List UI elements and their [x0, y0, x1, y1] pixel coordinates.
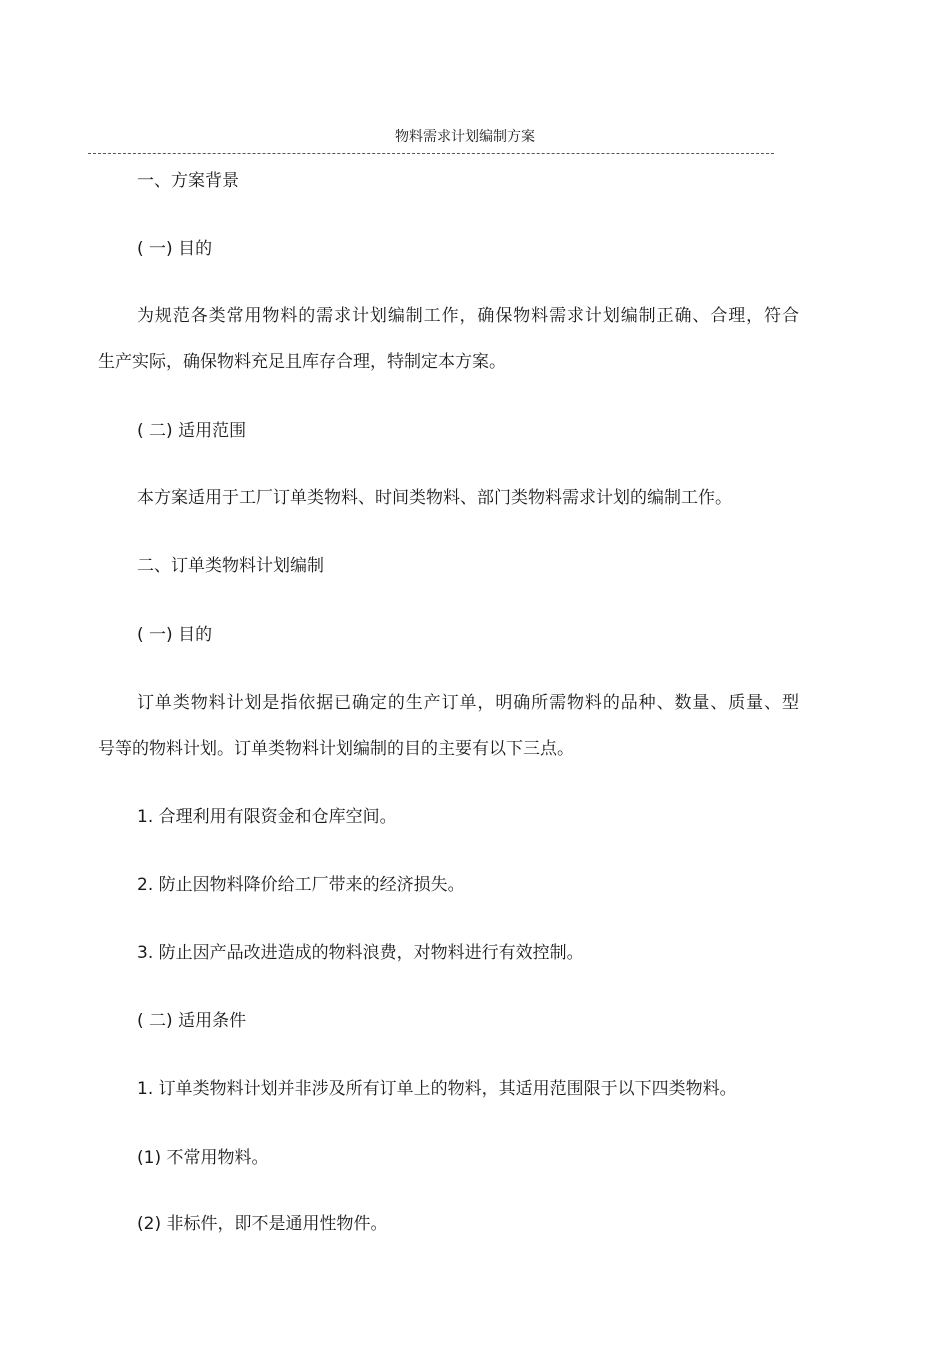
header-divider — [88, 153, 774, 154]
section-heading-2: 二、订单类物料计划编制 — [137, 556, 324, 576]
paragraph-order-plan-line-1: 订单类物料计划是指依据已确定的生产订单，明确所需物料的品种、数量、质量、型 — [137, 693, 799, 713]
paragraph-order-plan-line-2: 号等的物料计划。订单类物料计划编制的目的主要有以下三点。 — [98, 739, 574, 759]
section-heading-1: 一、方案背景 — [137, 171, 239, 191]
condition-subitem-2: (2) 非标件，即不是通用性物件。 — [137, 1214, 388, 1234]
subsection-heading-conditions: ( 二) 适用条件 — [137, 1011, 247, 1031]
subsection-heading-scope: ( 二) 适用范围 — [137, 421, 247, 441]
subsection-heading-purpose: ( 一) 目的 — [137, 239, 213, 259]
list-item-3: 3. 防止因产品改进造成的物料浪费，对物料进行有效控制。 — [137, 943, 584, 963]
subsection-heading-purpose-2: ( 一) 目的 — [137, 625, 213, 645]
document-header-title: 物料需求计划编制方案 — [395, 129, 535, 145]
list-item-2: 2. 防止因物料降价给工厂带来的经济损失。 — [137, 875, 465, 895]
condition-item-1: 1. 订单类物料计划并非涉及所有订单上的物料，其适用范围限于以下四类物料。 — [137, 1079, 737, 1099]
condition-subitem-1: (1) 不常用物料。 — [137, 1148, 269, 1168]
paragraph-scope: 本方案适用于工厂订单类物料、时间类物料、部门类物料需求计划的编制工作。 — [137, 488, 732, 508]
list-item-1: 1. 合理利用有限资金和仓库空间。 — [137, 807, 397, 827]
paragraph-purpose-line-2: 生产实际，确保物料充足且库存合理，特制定本方案。 — [98, 352, 506, 372]
paragraph-purpose-line-1: 为规范各类常用物料的需求计划编制工作，确保物料需求计划编制正确、合理，符合 — [137, 306, 799, 326]
